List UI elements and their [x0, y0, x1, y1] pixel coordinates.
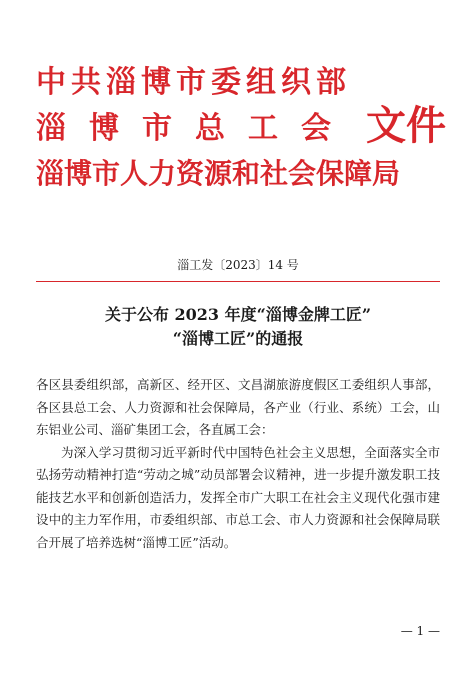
title-line-1: 关于公布 2023 年度“淄博金牌工匠”: [104, 305, 372, 324]
document-title: [0, 303, 476, 351]
document-type-label: 文件: [366, 103, 446, 149]
issuer-hr-social-security: 淄博市人力资源和社会保障局: [36, 157, 401, 190]
document-body: [36, 374, 440, 554]
salutation-paragraph: 各区县委组织部，高新区、经开区、文昌湖旅游度假区工委组织人事部，各区县总工会、人力资源和社会保障局，各产业（行业、系统）工会，山东铝业公司、淄矿集团工会，各直属工会：: [36, 377, 440, 437]
issuer-organization-dept: 中共淄博市委组织部: [36, 65, 351, 100]
body-paragraph: 为深入学习贯彻习近平新时代中国特色社会主义思想，全面落实全市弘扬劳动精神打造“劳动之城”动员部署会议精神，进一步提升激发职工技能技艺水平和创新创造活力，发挥全市广大职工在社会主义现代化强市建设中的主力军作用，市委组织部、市总工会、市人力资源和社会保障局联合开展了培养选树“淄博工匠”活动。: [36, 444, 440, 550]
issuer-trade-union: 淄博市总工会: [36, 111, 354, 146]
header-divider: [36, 281, 440, 282]
page-number: — 1 —: [400, 624, 440, 638]
document-number: 淄工发〔2023〕14 号: [177, 258, 299, 272]
title-line-2: “淄博工匠”的通报: [172, 329, 304, 348]
document-header: [36, 46, 446, 206]
